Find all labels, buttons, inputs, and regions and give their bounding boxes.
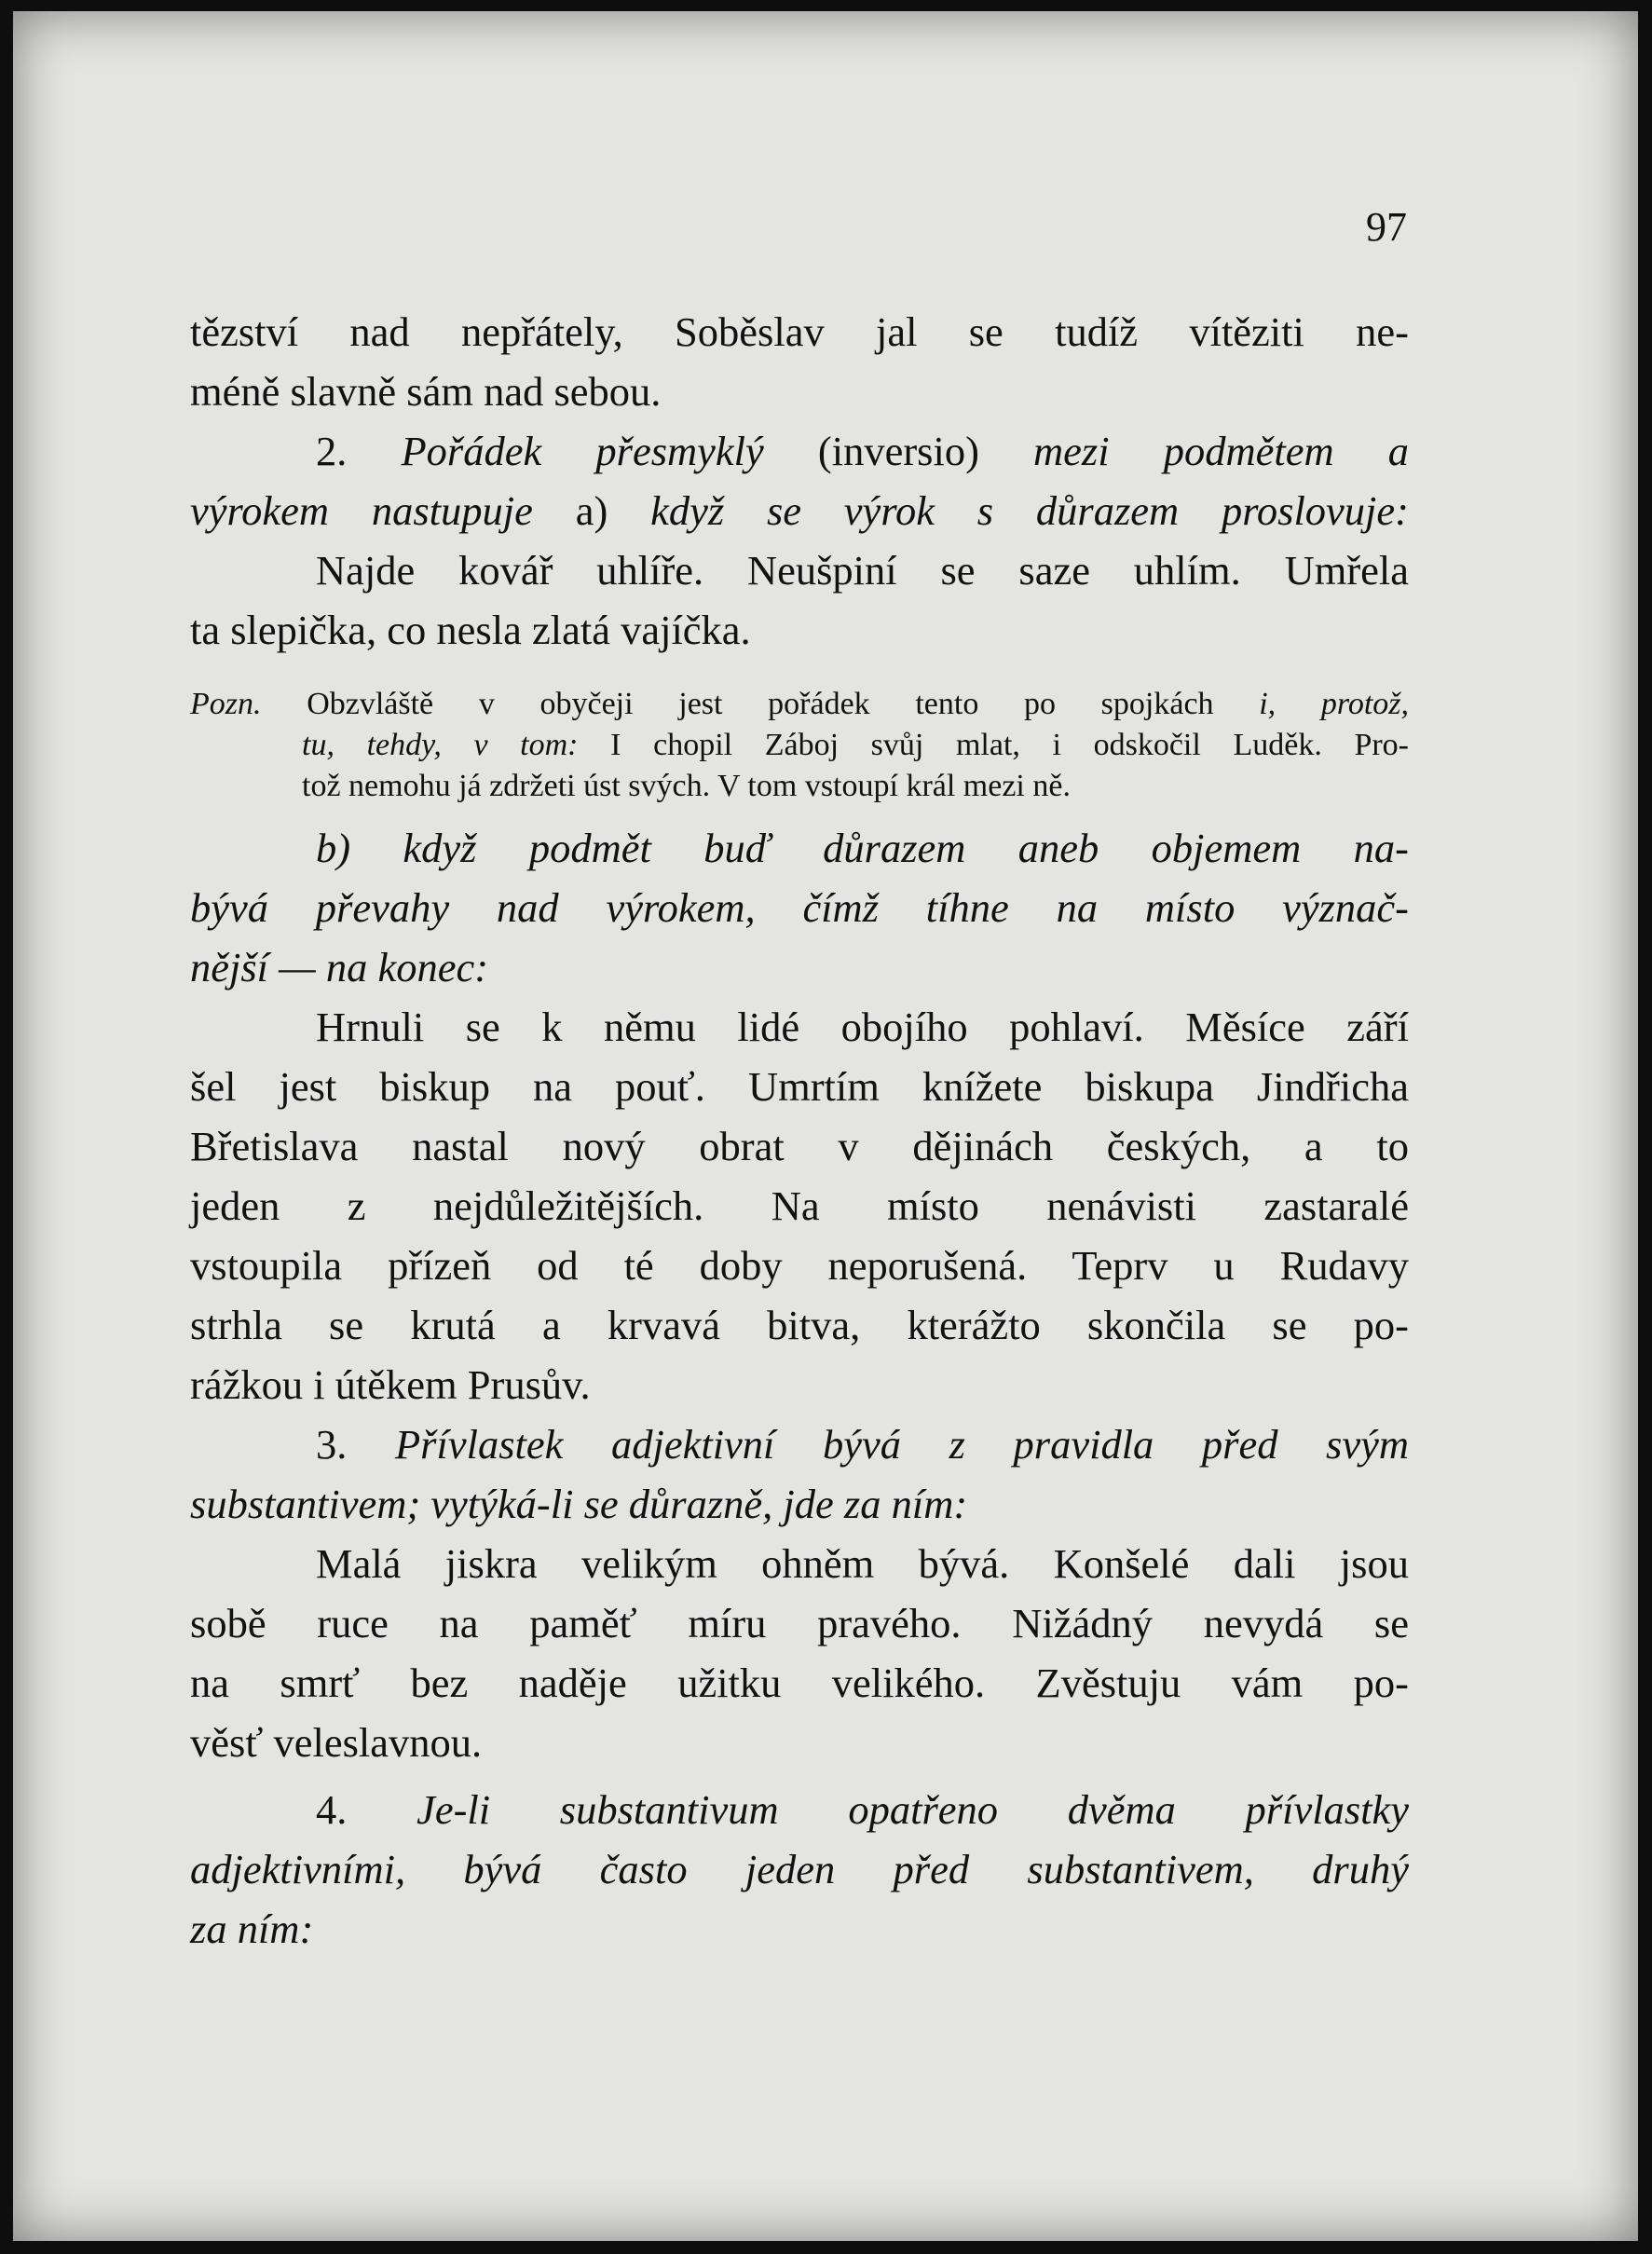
text-line: strhla se krutá a krvavá bitva, kterážto skončila se po- [190, 1302, 1409, 1348]
text-line [190, 421, 1409, 481]
text-line [190, 818, 1409, 878]
plain-text: I chopil Záboj svůj mlat, i odskočil Luděk. Pro- [610, 728, 1410, 762]
page-body [190, 302, 1409, 1959]
note-line: tož nemohu já zdržeti úst svých. V tom vstoupí král mezi ně. [302, 769, 1071, 803]
plain-text: a) [575, 487, 608, 534]
text-line [190, 1414, 1409, 1474]
text-line: ta slepička, co nesla zlatá vajíčka. [190, 607, 751, 653]
italic-text: Je-li substantivum opatřeno dvěma přívlastky [416, 1786, 1410, 1833]
paragraph-6 [190, 1534, 1409, 1772]
paragraph-3 [190, 818, 1409, 997]
text-line: Malá jiskra velikým ohněm bývá. Konšelé dali jsou [316, 1540, 1409, 1587]
plain-text: (inversio) [817, 428, 979, 474]
rule-number: 3. [316, 1421, 348, 1468]
italic-text: Přívlastek adjektivní bývá z pravidla před svým [394, 1421, 1410, 1468]
italic-text: tu, tehdy, v tom: [302, 728, 579, 762]
page-number: 97 [1366, 204, 1407, 250]
paragraph-5 [190, 1414, 1409, 1534]
text-line [190, 878, 1409, 937]
text-line [190, 481, 1409, 540]
rule-number: 2. [316, 428, 348, 474]
text-line: Najde kovář uhlíře. Neušpiní se saze uhlím. Umřela [316, 547, 1409, 594]
italic-text: Pořádek přesmyklý [401, 428, 764, 474]
italic-text: b) když podmět buď důrazem aneb objemem na- [316, 825, 1409, 871]
italic-text: výrokem nastupuje [190, 487, 533, 534]
text-line: Břetislava nastal nový obrat v dějinách českých, a to [190, 1123, 1409, 1169]
text-line: na smrť bez naděje užitku velikého. Zvěstuju vám po- [190, 1660, 1409, 1706]
note-line [190, 725, 1409, 766]
text-line: vstoupila přízeň od té doby neporušená. Teprv u Rudavy [190, 1242, 1409, 1289]
rule-number: 4. [316, 1786, 348, 1833]
text-line: jeden z nejdůležitějších. Na místo nenávisti zastaralé [190, 1182, 1409, 1229]
italic-text: bývá převahy nad výrokem, čímž tíhne na místo význač- [190, 884, 1409, 931]
text-line: tězství nad nepřátely, Soběslav jal se tudíž vítěziti ne- [190, 308, 1409, 355]
italic-text: i, protož, [1259, 687, 1410, 721]
note-label: Pozn. [190, 687, 262, 721]
text-line: Hrnuli se k němu lidé obojího pohlaví. Měsíce září [316, 1004, 1409, 1050]
plain-text: Obzvláště v obyčeji jest pořádek tento po spojkách [307, 687, 1214, 721]
italic-text: mezi podmětem a [1033, 428, 1409, 474]
text-line [190, 1839, 1409, 1899]
text-line: rážkou i útěkem Prusův. [190, 1361, 591, 1408]
text-line: věsť veleslavnou. [190, 1719, 483, 1766]
italic-text: za ním: [190, 1906, 314, 1952]
italic-text: substantivem; vytýká-li se důrazně, jde za ním: [190, 1481, 968, 1527]
text-line [190, 1780, 1409, 1839]
text-line [190, 937, 1409, 997]
italic-text: nější — na konec: [190, 944, 489, 990]
text-line: méně slavně sám nad sebou. [190, 368, 662, 415]
italic-text: když se výrok s důrazem proslovuje: [650, 487, 1409, 534]
paragraph-1 [190, 302, 1409, 421]
footnote-block [190, 684, 1409, 807]
note-line [190, 684, 1409, 725]
text-line: sobě ruce na paměť míru pravého. Nižádný nevydá se [190, 1600, 1409, 1646]
paragraph-2 [190, 421, 1409, 660]
paragraph-4 [190, 997, 1409, 1414]
text-line [190, 1474, 1409, 1534]
text-line [190, 1899, 1409, 1959]
italic-text: adjektivními, bývá často jeden před substantivem, druhý [190, 1846, 1409, 1892]
text-line: šel jest biskup na pouť. Umrtím knížete biskupa Jindřicha [190, 1063, 1409, 1110]
book-page [13, 11, 1638, 2241]
paragraph-7 [190, 1780, 1409, 1959]
